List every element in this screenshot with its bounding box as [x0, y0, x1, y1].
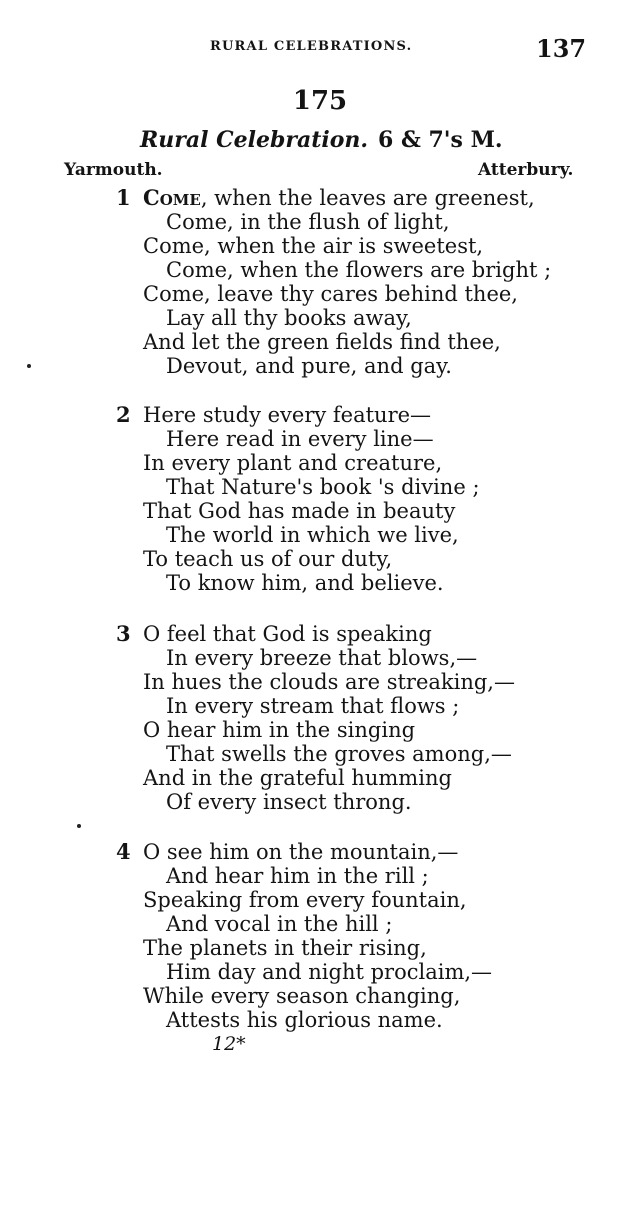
verse-line: To teach us of our duty, — [143, 547, 393, 571]
verse-line: And let the green fields find thee, — [143, 330, 501, 354]
hymn-number: 175 — [292, 86, 348, 116]
verse-line: O feel that God is speaking — [143, 622, 432, 646]
hymn-title: Rural Celebration. — [140, 127, 369, 153]
verse-first-word: Come — [143, 185, 201, 210]
verse-line: Devout, and pure, and gay. — [166, 354, 452, 378]
verse-line — [143, 186, 535, 210]
verse-line: And hear him in the rill ; — [166, 864, 429, 888]
tune-name-left: Yarmouth. — [64, 160, 163, 180]
verse-line: While every season changing, — [143, 984, 461, 1008]
verse-line: That swells the groves among,— — [166, 742, 512, 766]
verse-line: Of every insect throng. — [166, 790, 412, 814]
verse-line: In every plant and creature, — [143, 451, 443, 475]
tune-name-right: Atterbury. — [478, 160, 574, 180]
verse-line: O see him on the mountain,— — [143, 840, 459, 864]
signature-mark: 12* — [212, 1033, 246, 1055]
verse-line: The planets in their rising, — [143, 936, 427, 960]
verse-line: That Nature's book 's divine ; — [166, 475, 480, 499]
verse-line: And vocal in the hill ; — [166, 912, 393, 936]
verse-line: Speaking from every fountain, — [143, 888, 467, 912]
verse-line: In every stream that flows ; — [166, 694, 460, 718]
ink-speck — [77, 824, 81, 828]
verse-line: Come, in the flush of light, — [166, 210, 450, 234]
verse-line: Come, when the air is sweetest, — [143, 234, 484, 258]
verse-line: Him day and night proclaim,— — [166, 960, 493, 984]
verse-line: Lay all thy books away, — [166, 306, 412, 330]
verse-line: In every breeze that blows,— — [166, 646, 478, 670]
running-title: RURAL CELEBRATIONS. — [210, 39, 413, 54]
verse-line: O hear him in the singing — [143, 718, 416, 742]
page-number: 137 — [536, 34, 587, 63]
ink-speck — [27, 364, 31, 368]
verse-line: And in the grateful humming — [143, 766, 452, 790]
verse-line: Come, when the flowers are bright ; — [166, 258, 552, 282]
verse-line: Here read in every line— — [166, 427, 434, 451]
hymn-meter: 6 & 7's M. — [378, 127, 503, 153]
verse-line: The world in which we live, — [166, 523, 459, 547]
stanza-number: 2 — [116, 402, 131, 427]
stanza-number: 4 — [116, 839, 131, 864]
verse-line-text: , when the leaves are greenest, — [200, 186, 535, 210]
verse-line: In hues the clouds are streaking,— — [143, 670, 515, 694]
verse-line: Come, leave thy cares behind thee, — [143, 282, 518, 306]
running-head — [0, 34, 640, 64]
verse-line: That God has made in beauty — [143, 499, 456, 523]
verse-line: Attests his glorious name. — [166, 1008, 443, 1032]
verse-line: Here study every feature— — [143, 403, 432, 427]
verse-line: To know him, and believe. — [166, 571, 444, 595]
stanza-number: 3 — [116, 621, 131, 646]
stanza-number: 1 — [116, 185, 131, 210]
